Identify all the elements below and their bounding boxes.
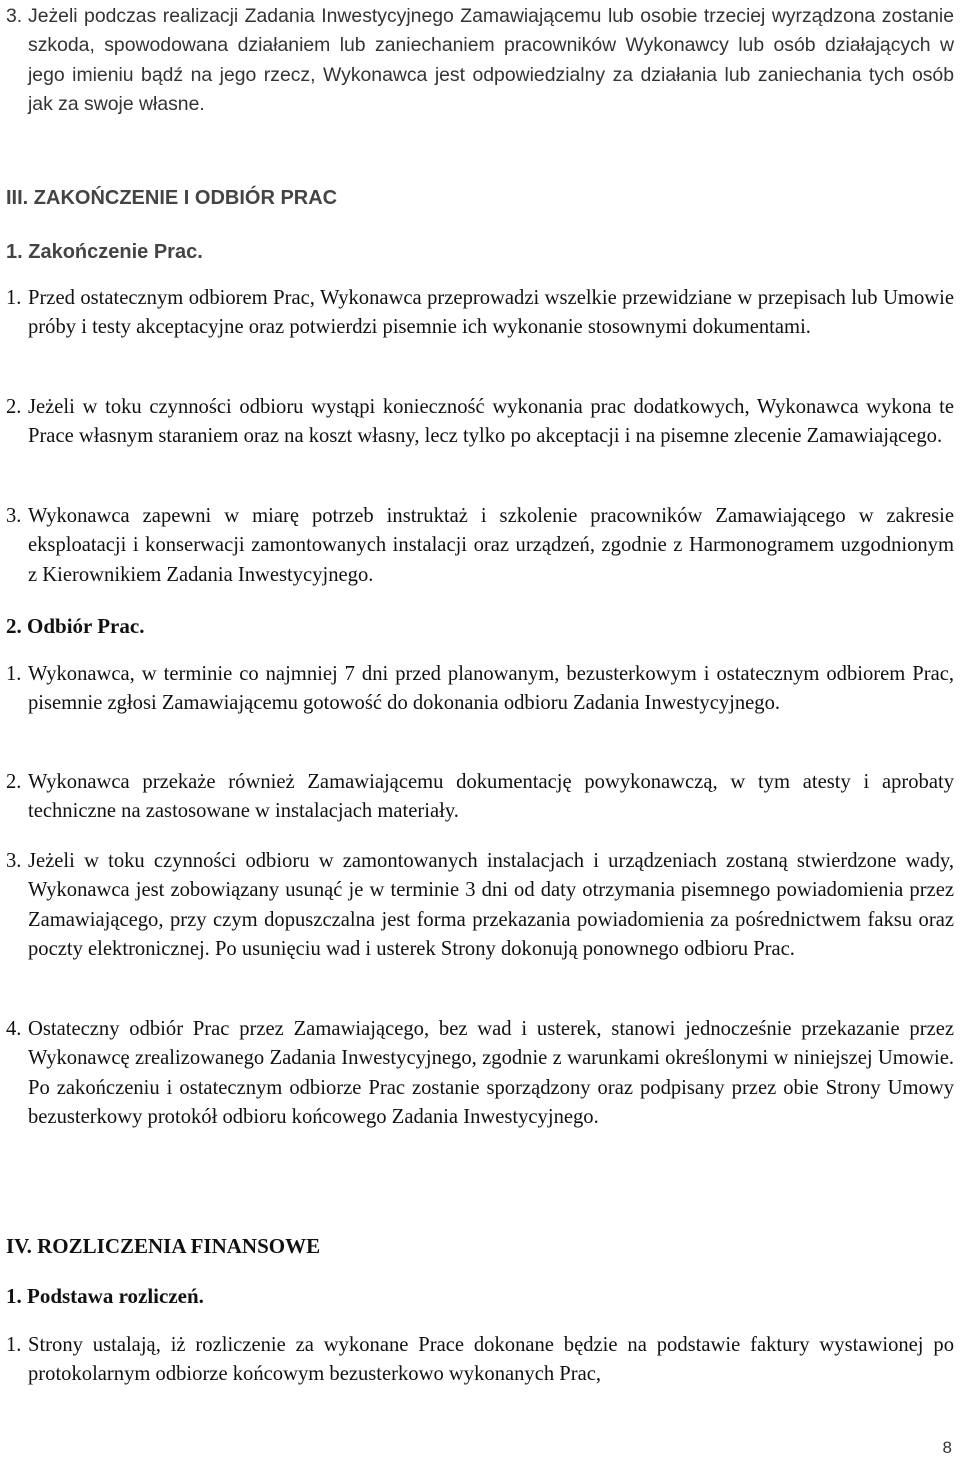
item-text: Ostateczny odbiór Prac przez Zamawiającego, bez wad i usterek, stanowi jednocześnie przekazanie przez Wykonawcę zrealizowanego Zadania Inwestycyjnego, zgodnie z warunkami określonymi w niniejszej Umowie. Po zakończeniu i ostatecznym odbiorze Prac zostanie sporządzony oraz podpisany przez obie Strony Umowy bezusterkowy protokół odbioru końcowego Zadania Inwestycyjnego. [28, 1018, 954, 1129]
item-number: 1. [6, 1334, 22, 1356]
list-item [6, 502, 954, 590]
item-text: Strony ustalają, iż rozliczenie za wykonane Prace dokonane będzie na podstawie faktury wystawionej po protokolarnym odbiorze końcowym bezusterkowo wykonanych Prac, [28, 1334, 954, 1386]
item-text: Wykonawca, w terminie co najmniej 7 dni przed planowanym, bezusterkowym i ostatecznym odbiorem Prac, pisemnie zgłosi Zamawiającemu gotowość do dokonania odbioru Zadania Inwestycyjnego. [28, 663, 954, 715]
list-item [6, 1015, 954, 1133]
subsection-heading-odbior: 2. Odbiór Prac. [6, 614, 145, 638]
list-item [6, 284, 954, 343]
item-number: 2. [6, 771, 22, 793]
item-number: 2. [6, 396, 22, 418]
item-text: Wykonawca zapewni w miarę potrzeb instruktaż i szkolenie pracowników Zamawiającego w zakresie eksploatacji i konserwacji zamontowanych instalacji oraz urządzeń, zgodnie z Harmonogramem uzgodnionym z Kierownikiem Zadania Inwestycyjnego. [28, 505, 954, 586]
item-text: Wykonawca przekaże również Zamawiającemu dokumentację powykonawczą, w tym atesty i aprobaty techniczne na zastosowane w instalacjach materiały. [28, 771, 954, 823]
list-item [6, 768, 954, 827]
section-heading-iv: IV. ROZLICZENIA FINANSOWE [6, 1234, 321, 1258]
item-number: 1. [6, 663, 22, 685]
section-heading-iii: III. ZAKOŃCZENIE I ODBIÓR PRAC [6, 187, 338, 209]
item-text: Przed ostatecznym odbiorem Prac, Wykonawca przeprowadzi wszelkie przewidziane w przepisach lub Umowie próby i testy akceptacyjne oraz potwierdzi pisemnie ich wykonanie stosownymi dokumentami. [28, 287, 954, 339]
list-item [6, 847, 954, 965]
list-item [6, 660, 954, 719]
page-number: 8 [942, 1438, 952, 1457]
item-text: Jeżeli w toku czynności odbioru wystąpi konieczność wykonania prac dodatkowych, Wykonawca wykona te Prace własnym staraniem oraz na koszt własny, lecz tylko po akceptacji i na pisemne zlecenie Zamawiającego. [28, 396, 954, 448]
item-number: 3. [6, 5, 23, 27]
item-text: Jeżeli w toku czynności odbioru w zamontowanych instalacjach i urządzeniach zostaną stwierdzone wady, Wykonawca jest zobowiązany usunąć je w terminie 3 dni od daty otrzymania pisemnego powiadomienia przez Zamawiającego, przy czym dopuszczalna jest forma przekazania powiadomienia za pośrednictwem faksu oraz poczty elektronicznej. Po usunięciu wad i usterek Strony dokonują ponownego odbioru Prac. [28, 850, 954, 961]
item-text: Jeżeli podczas realizacji Zadania Inwestycyjnego Zamawiającemu lub osobie trzeciej wyrządzona zostanie szkoda, spowodowana działaniem lub zaniechaniem pracowników Wykonawcy lub osób działających w jego imieniu bądź na jego rzecz, Wykonawca jest odpowiedzialny za działania lub zaniechania tych osób jak za swoje własne. [28, 5, 954, 116]
item-number: 3. [6, 850, 22, 872]
item-number: 4. [6, 1018, 22, 1040]
list-item-liability [6, 2, 954, 120]
subsection-heading-zakonczenie: 1. Zakończenie Prac. [6, 241, 203, 263]
subsection-heading-podstawa: 1. Podstawa rozliczeń. [6, 1284, 204, 1308]
list-item [6, 393, 954, 452]
item-number: 1. [6, 287, 22, 309]
item-number: 3. [6, 505, 22, 527]
list-item [6, 1331, 954, 1390]
